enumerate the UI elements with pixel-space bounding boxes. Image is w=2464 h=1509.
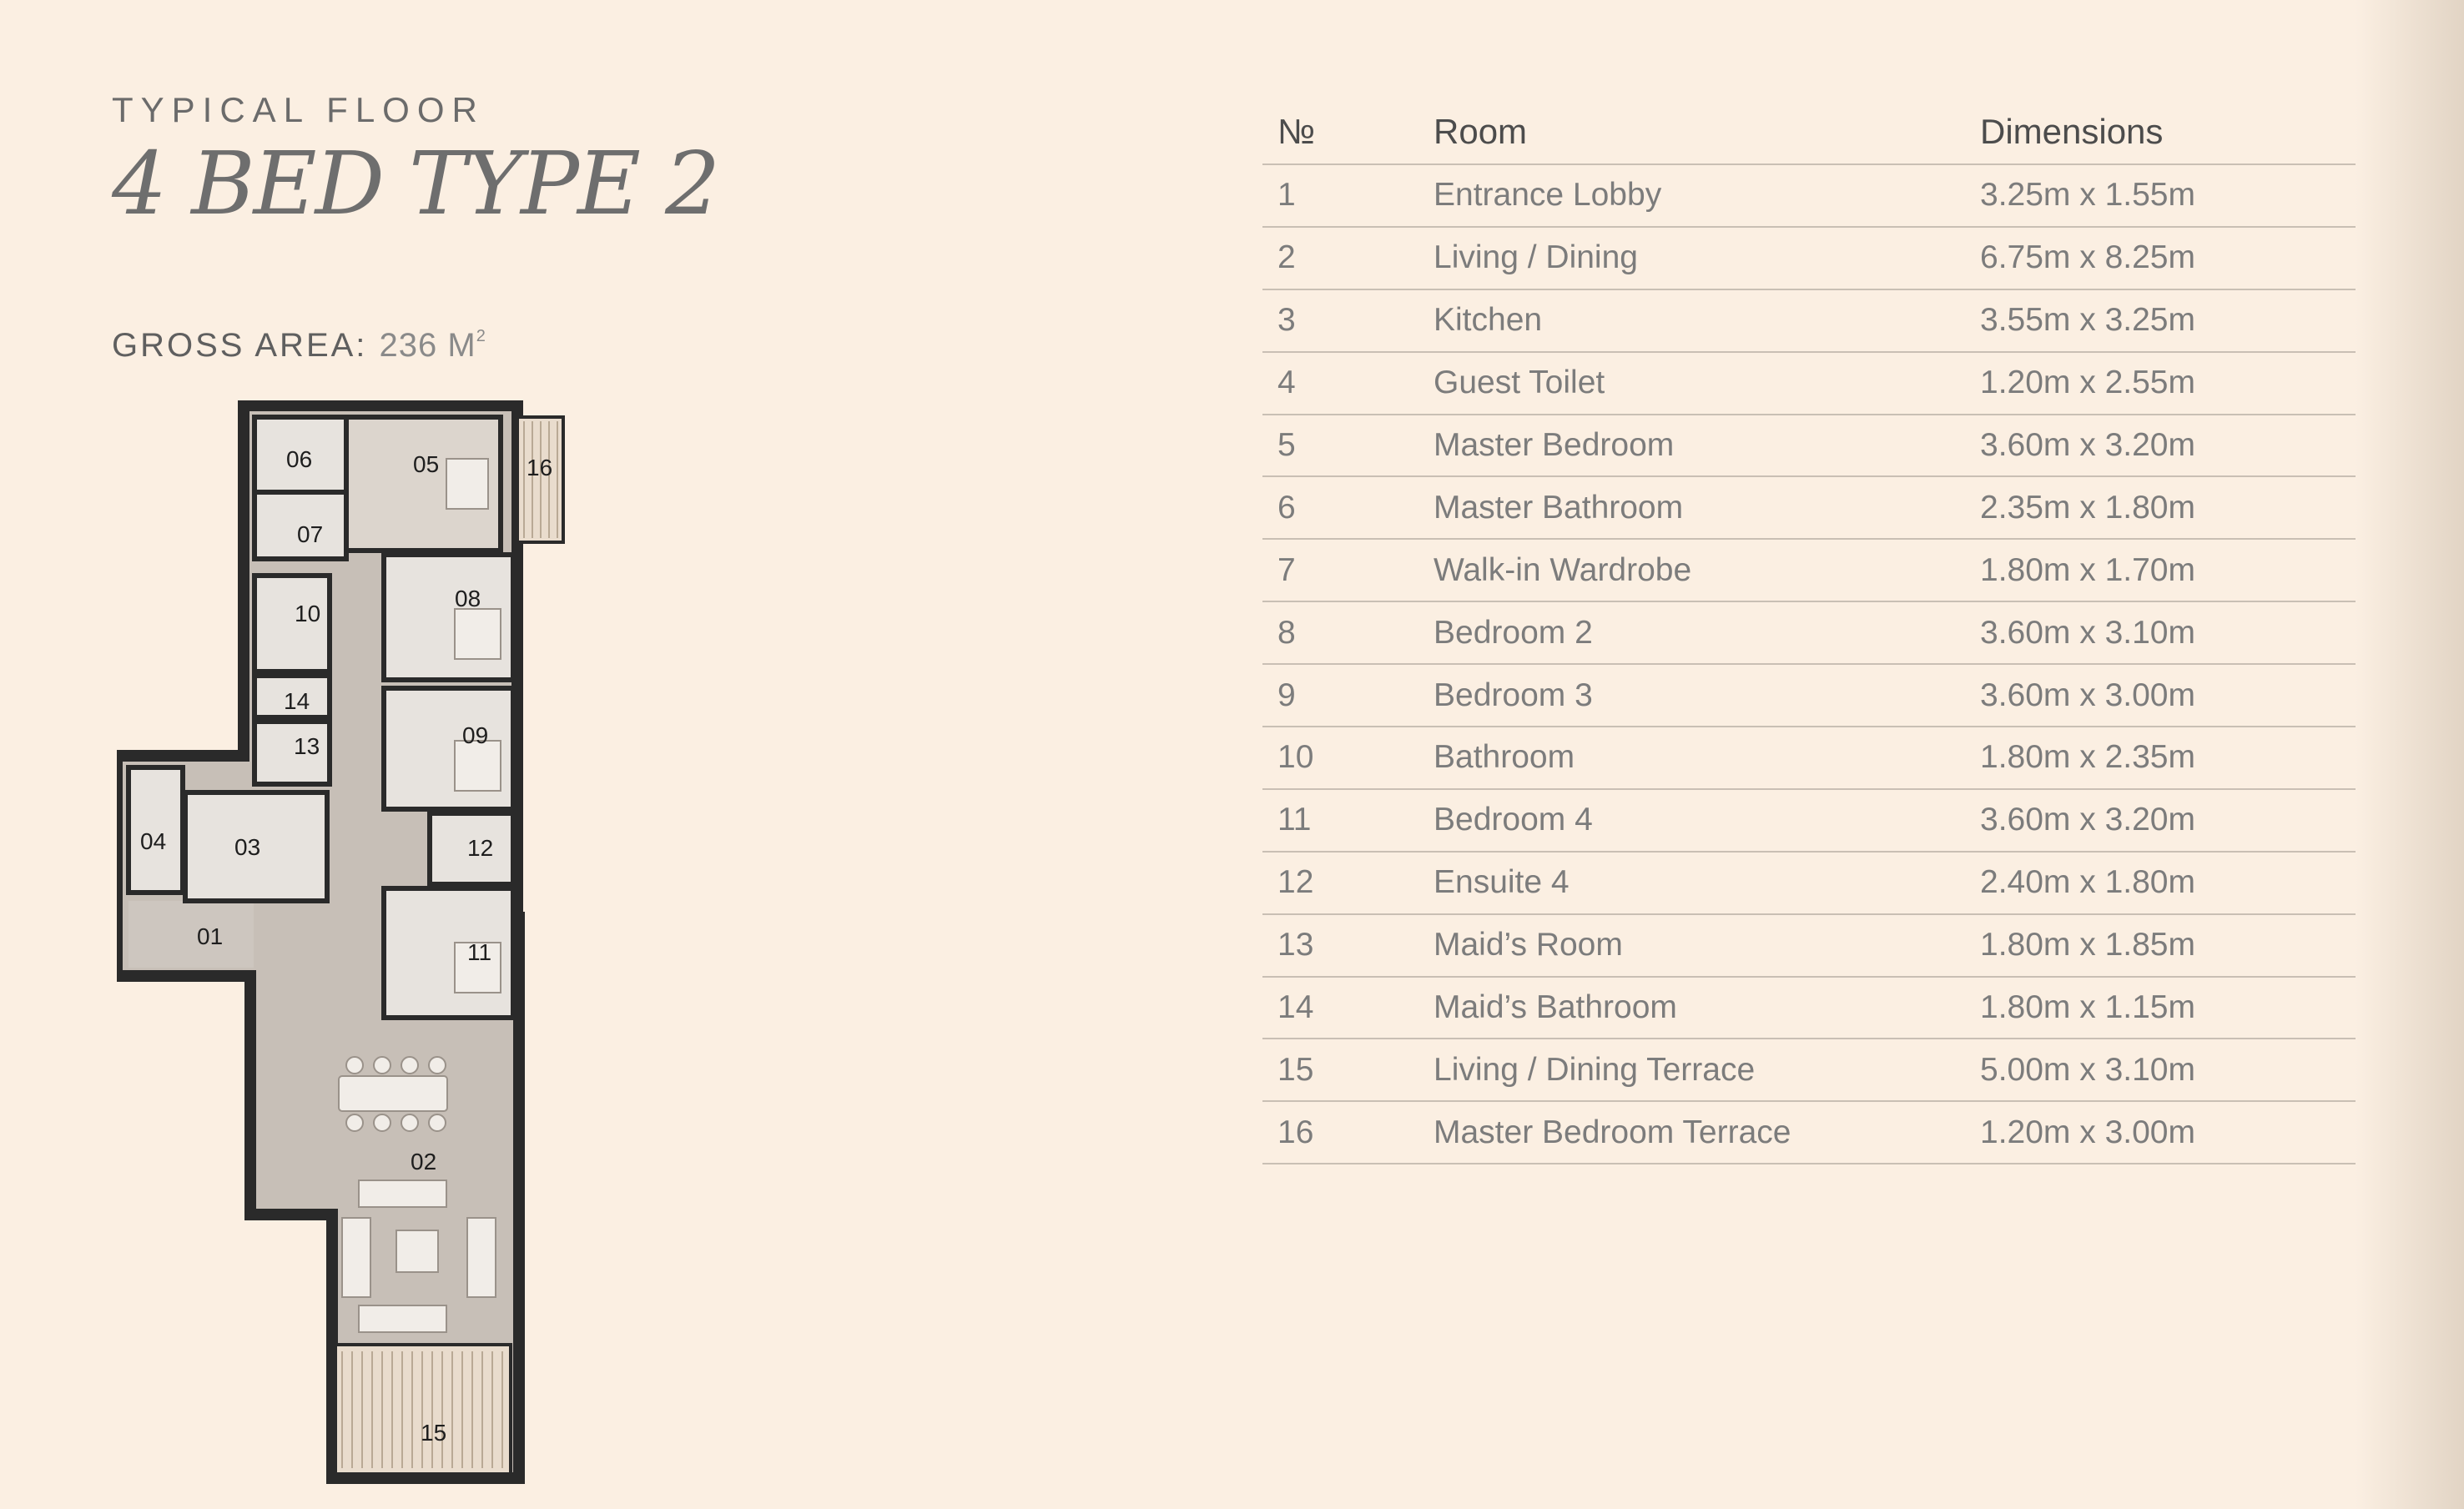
row-number: 13 — [1277, 927, 1314, 963]
row-number: 6 — [1277, 489, 1296, 526]
page-edge-shadow — [2356, 0, 2464, 1509]
table-row — [1262, 415, 2356, 478]
row-dimensions: 1.80m x 1.70m — [1980, 551, 2195, 588]
row-number: 9 — [1277, 677, 1296, 713]
row-room: Bedroom 3 — [1434, 677, 1593, 713]
row-number: 11 — [1277, 802, 1312, 838]
row-number: 1 — [1277, 177, 1296, 214]
room-label-05: 05 — [413, 451, 440, 477]
row-room: Entrance Lobby — [1434, 177, 1662, 214]
row-dimensions: 1.80m x 2.35m — [1980, 739, 2195, 776]
header-number: № — [1277, 112, 1316, 151]
row-room: Bedroom 4 — [1434, 802, 1593, 838]
room-label-08: 08 — [455, 586, 481, 611]
row-number: 15 — [1277, 1051, 1314, 1088]
room-label-13: 13 — [294, 733, 320, 759]
gross-area-value: 236 $M^2$ — [379, 327, 486, 364]
room-label-07: 07 — [297, 521, 324, 547]
gross-area-unit-sup: 2 — [476, 327, 486, 345]
gross-area — [112, 327, 486, 365]
row-dimensions: 2.40m x 1.80m — [1980, 864, 2195, 901]
row-dimensions: 2.35m x 1.80m — [1980, 489, 2195, 526]
row-number: 8 — [1277, 614, 1296, 651]
row-room: Bathroom — [1434, 739, 1575, 776]
row-dimensions: 6.75m x 8.25m — [1980, 239, 2195, 276]
row-dimensions: 3.60m x 3.20m — [1980, 427, 2195, 463]
row-number: 14 — [1277, 989, 1314, 1026]
room-label-11: 11 — [467, 939, 492, 965]
row-number: 16 — [1277, 1114, 1314, 1150]
room-label-04: 04 — [140, 828, 167, 854]
row-dimensions: 3.25m x 1.55m — [1980, 177, 2195, 214]
row-room: Master Bedroom Terrace — [1434, 1114, 1791, 1150]
room-label-06: 06 — [286, 446, 313, 472]
row-room: Walk-in Wardrobe — [1434, 551, 1692, 588]
table-row — [1262, 853, 2356, 915]
table-row — [1262, 915, 2356, 978]
row-room: Guest Toilet — [1434, 365, 1605, 401]
room-label-09: 09 — [462, 722, 489, 748]
floor-plan-body — [117, 405, 563, 1478]
header-dimensions: Dimensions — [1980, 112, 2164, 151]
unit-type-title: 4 BED TYPE 2 — [112, 133, 719, 234]
row-dimensions: 1.20m x 3.00m — [1980, 1114, 2195, 1150]
room-label-03: 03 — [234, 834, 261, 860]
room-schedule-table — [1262, 100, 2356, 1164]
row-dimensions: 3.60m x 3.00m — [1980, 677, 2195, 713]
room-label-15: 15 — [421, 1420, 447, 1446]
table-row — [1262, 1102, 2356, 1164]
row-dimensions: 3.55m x 3.25m — [1980, 302, 2195, 339]
row-number: 5 — [1277, 427, 1296, 463]
room-label-01: 01 — [197, 923, 224, 949]
row-room: Maid’s Bathroom — [1434, 989, 1677, 1026]
row-number: 4 — [1277, 365, 1296, 401]
row-room: Ensuite 4 — [1434, 864, 1570, 901]
table-row — [1262, 165, 2356, 228]
room-label-16: 16 — [527, 455, 553, 480]
table-header — [1262, 100, 2356, 165]
row-number: 10 — [1277, 739, 1314, 776]
table-row — [1262, 540, 2356, 602]
row-room: Living / Dining — [1434, 239, 1638, 276]
table-row — [1262, 228, 2356, 290]
row-number: 7 — [1277, 551, 1296, 588]
room-label-02: 02 — [411, 1149, 437, 1175]
gross-area-label: GROSS AREA: — [112, 327, 368, 364]
table-row — [1262, 790, 2356, 853]
row-dimensions: 3.60m x 3.10m — [1980, 614, 2195, 651]
table-row — [1262, 290, 2356, 353]
row-room: Maid’s Room — [1434, 927, 1623, 963]
floor-plan — [117, 400, 567, 1485]
table-row — [1262, 602, 2356, 665]
table-row — [1262, 353, 2356, 415]
room-label-14: 14 — [284, 688, 310, 714]
row-room: Living / Dining Terrace — [1434, 1051, 1756, 1088]
row-number: 2 — [1277, 239, 1296, 276]
table-row — [1262, 1039, 2356, 1102]
row-dimensions: 1.20m x 2.55m — [1980, 365, 2195, 401]
row-number: 12 — [1277, 864, 1314, 901]
table-row — [1262, 665, 2356, 727]
row-dimensions: 1.80m x 1.85m — [1980, 927, 2195, 963]
row-room: Kitchen — [1434, 302, 1543, 339]
table-row — [1262, 477, 2356, 540]
room-label-12: 12 — [467, 835, 494, 861]
row-dimensions: 1.80m x 1.15m — [1980, 989, 2195, 1026]
row-room: Master Bedroom — [1434, 427, 1675, 463]
table-row — [1262, 978, 2356, 1040]
room-label-10: 10 — [295, 601, 321, 626]
header-room: Room — [1434, 112, 1528, 151]
row-dimensions: 3.60m x 3.20m — [1980, 802, 2195, 838]
section-eyebrow: TYPICAL FLOOR — [112, 90, 485, 129]
row-room: Bedroom 2 — [1434, 614, 1593, 651]
table-row — [1262, 727, 2356, 790]
row-dimensions: 5.00m x 3.10m — [1980, 1051, 2195, 1088]
row-room: Master Bathroom — [1434, 489, 1684, 526]
row-number: 3 — [1277, 302, 1296, 339]
